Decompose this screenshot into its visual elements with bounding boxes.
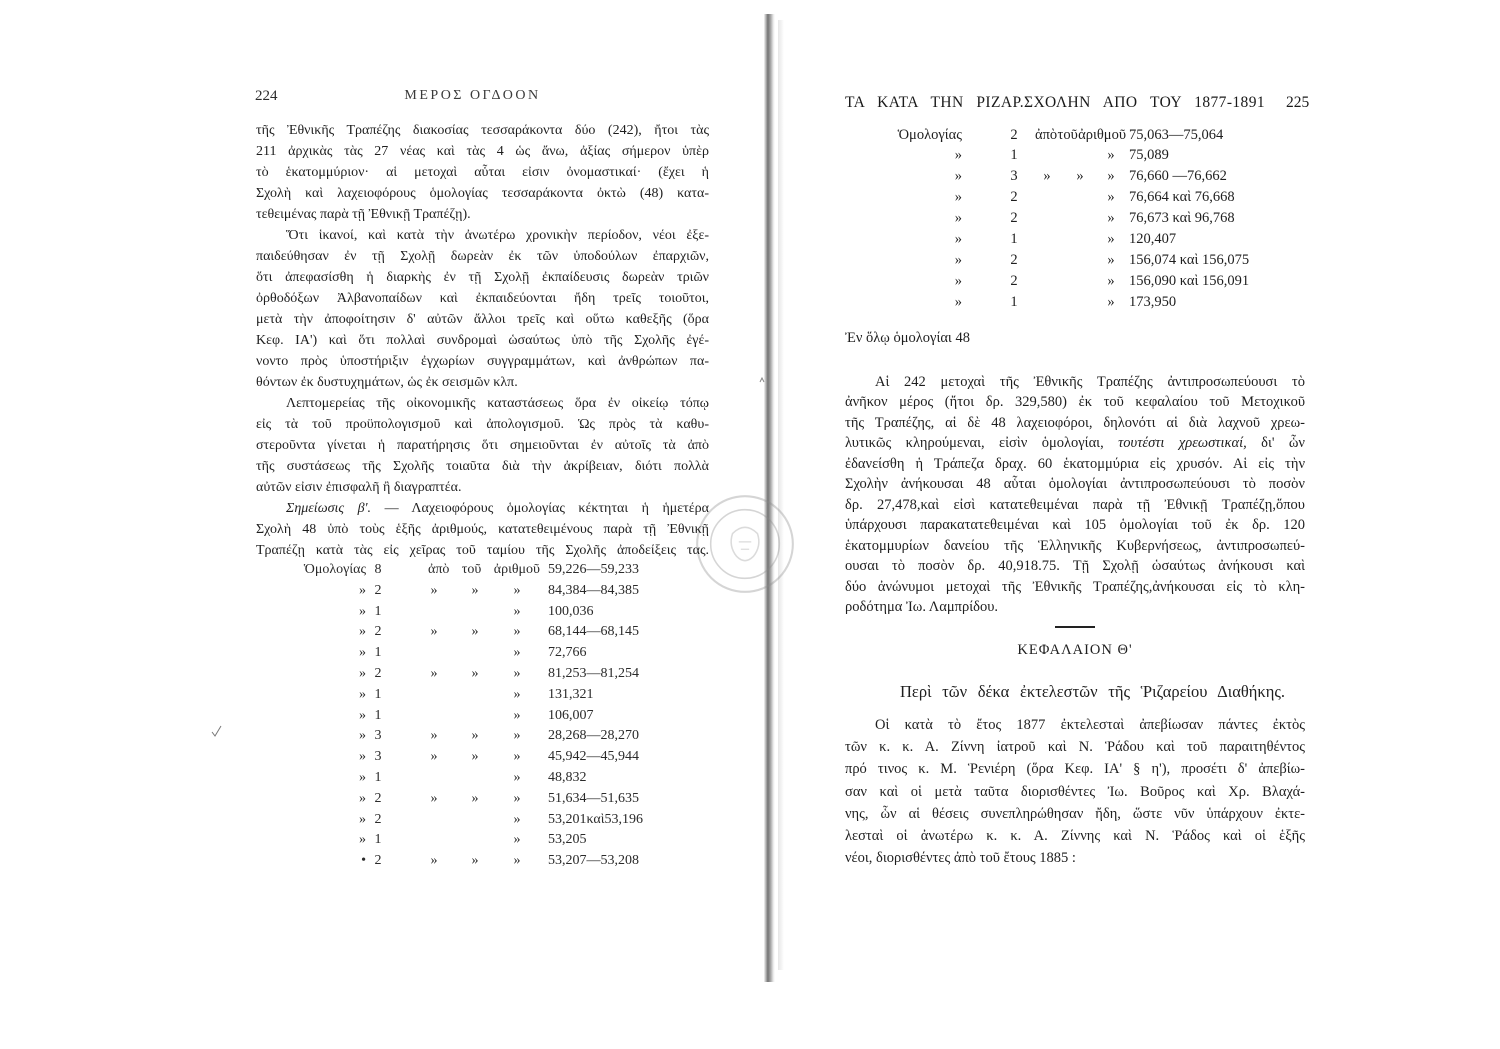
text-line xyxy=(845,433,1305,454)
table-row xyxy=(300,581,680,602)
text-line: θόντων ἐκ δυστυχημάτων, ὡς ἐκ σεισμῶν κλπ. xyxy=(256,375,518,390)
ditto-mark: » xyxy=(954,147,962,164)
ditto-mark: » xyxy=(430,665,438,681)
row-count: 1 xyxy=(374,686,382,702)
right-page-number: 225 xyxy=(1286,94,1310,111)
bond-numbers: 51,634—51,635 xyxy=(548,790,639,806)
left-bond-number-table xyxy=(300,560,680,872)
table-row xyxy=(300,622,680,643)
table-row xyxy=(300,643,680,664)
ditto-mark: » xyxy=(513,624,521,640)
bond-numbers: 156,090 καὶ 156,091 xyxy=(1129,272,1250,289)
row-count: 2 xyxy=(374,665,382,681)
text-line: τῆς Ἐθνικῆς Τραπέζης διακοσίας τεσσαράκοντα δύο (242), ἤτοι τὰς xyxy=(256,123,709,138)
ditto-mark: » xyxy=(430,749,438,765)
bond-numbers: 100,036 xyxy=(548,603,594,619)
ditto-mark: » xyxy=(954,293,962,310)
ditto-mark: » xyxy=(1107,168,1115,185)
bond-total: Ἐν ὅλῳ ὁμολογίαι 48 xyxy=(845,329,970,346)
table-row xyxy=(300,602,680,623)
text-line: Κεφ. ΙΑ') καὶ ὅτι πολλαὶ συνδρομαὶ ὡσαύτως ὑπὸ τῆς Σχολῆς ἐγέ- xyxy=(256,333,709,348)
ditto-mark: » xyxy=(359,686,366,702)
ditto-mark: » xyxy=(1107,272,1115,289)
text-line xyxy=(256,498,709,519)
ditto-mark: » xyxy=(513,665,521,681)
ditto-mark: » xyxy=(471,728,479,744)
text-line: δύο ἀνώνυμοι μετοχαὶ τῆς Ἐθνικῆς Τραπέζης,ἀνήκουσαι εἰς τὸ κλη- xyxy=(845,578,1305,595)
ditto-mark: » xyxy=(1107,251,1115,268)
ditto-mark: • xyxy=(361,853,366,869)
ditto-mark: » xyxy=(359,624,366,640)
bond-numbers: 76,673 καὶ 96,768 xyxy=(1129,210,1235,227)
text-line: ὅτι ἀπεφασίσθη ἡ διαρκὴς ἐν τῇ Σχολῇ ἐκπαίδευσις δωρεὰν τριῶν xyxy=(256,270,709,285)
row-count: 2 xyxy=(374,853,382,869)
emphasized-text: Σημείωσις β'. xyxy=(286,501,372,516)
bond-numbers: 28,268—28,270 xyxy=(548,728,639,744)
row-count: 1 xyxy=(1010,147,1018,164)
ditto-mark: » xyxy=(954,168,962,185)
scan-speck-icon xyxy=(752,370,772,390)
row-count: 2 xyxy=(1010,126,1018,143)
table-row xyxy=(300,664,680,685)
row-label: Ὁμολογίας xyxy=(897,126,962,143)
text-line: Σχολὴ 48 ὑπὸ τοὺς ἑξῆς ἀριθμούς, κατατεθειμένους παρὰ τῇ Ἐθνικῇ xyxy=(256,522,709,537)
left-page-number: 224 xyxy=(255,88,278,104)
ditto-mark: » xyxy=(359,665,366,681)
ditto-mark: » xyxy=(1107,210,1115,227)
ditto-mark: » xyxy=(430,728,438,744)
table-row xyxy=(880,166,1286,187)
row-count: 3 xyxy=(374,749,382,765)
text-line: τῆς Τραπέζης, αἱ δὲ 48 λαχειοφόροι, δηλονότι αἱ διὰ λαχνοῦ χρεω- xyxy=(845,414,1305,431)
ditto-mark: » xyxy=(359,603,366,619)
ditto-mark: » xyxy=(513,603,521,619)
text-line: σαν καὶ οἱ μετὰ ταῦτα διορισθέντες Ἰω. Βοῦρος καὶ Χρ. Βλαχά- xyxy=(845,783,1305,800)
bond-numbers: 53,207—53,208 xyxy=(548,853,639,869)
ditto-mark xyxy=(456,768,494,789)
text-line: ὀρθοδόξων Ἀλβανοπαίδων καὶ ἐκπαιδεύονται ἤδη τρεῖς τοιοῦτοι, xyxy=(256,291,709,306)
ditto-mark: » xyxy=(471,853,479,869)
text-line: Ὅτι ἱκανοί, καὶ κατὰ τὴν ἀνωτέρω χρονικὴν περίοδον, νέοι ἐξε- xyxy=(286,228,709,243)
bond-numbers: 156,074 καὶ 156,075 xyxy=(1129,251,1250,268)
text-line: αὐτῶν εἰσιν ἐπισφαλῆ ἢ διαγραπτέα. xyxy=(256,480,462,495)
bond-numbers: 48,832 xyxy=(548,769,587,785)
table-header-row xyxy=(880,125,1286,146)
row-count: 3 xyxy=(374,728,382,744)
ditto-mark: » xyxy=(359,707,366,723)
text-line: πρό τινος κ. Μ. Ῥενιέρη (ὅρα Κεφ. ΙΑ' § η'), προσέτι δ' ἀπεβίω- xyxy=(845,761,1305,778)
text-line: ροδότημα Ἰω. Λαμπρίδου. xyxy=(845,599,999,616)
ditto-mark: » xyxy=(471,624,479,640)
row-count: 2 xyxy=(374,582,382,598)
ditto-mark: » xyxy=(430,853,438,869)
ditto-mark: » xyxy=(359,769,366,785)
ditto-mark: » xyxy=(513,645,521,661)
ditto-mark: » xyxy=(471,790,479,806)
ditto-mark: » xyxy=(1076,168,1084,185)
ditto-mark: » xyxy=(471,582,479,598)
text-line: ἐδανείσθη ἡ Τράπεζα δραχ. 60 ἑκατομμύρια εἰς χρυσόν. Αἱ εἰς τὴν xyxy=(845,455,1305,472)
number-phrase: ἀπὸ τοῦ ἀριθμοῦ xyxy=(428,562,540,577)
text-line: 211 ἀρχικὰς τὰς 27 νέας καὶ τὰς 4 ὡς ἄνω, ἀξίας σήμερον ὑπὲρ xyxy=(256,144,709,159)
ditto-mark: » xyxy=(513,853,521,869)
ditto-mark: » xyxy=(430,582,438,598)
chapter-title: Περὶ τῶν δέκα ἐκτελεστῶν τῆς Ῥιζαρείου Διαθήκης. xyxy=(900,682,1285,701)
ditto-mark: » xyxy=(954,251,962,268)
ditto-mark xyxy=(1030,187,1064,208)
left-page-body-text xyxy=(256,120,709,561)
row-count: 2 xyxy=(1010,251,1018,268)
ditto-mark xyxy=(1030,208,1064,229)
bond-numbers: 53,201καὶ53,196 xyxy=(548,811,644,827)
row-count: 1 xyxy=(374,707,382,723)
ditto-mark: » xyxy=(954,189,962,206)
ditto-mark: » xyxy=(359,790,366,806)
table-row xyxy=(880,145,1286,166)
text-line: ουσαι τὸ ποσὸν δρ. 40,918.75. Τῇ Σχολῇ ὡσαύτως ἀνήκουσι καὶ xyxy=(845,558,1305,575)
ditto-mark xyxy=(412,810,456,831)
text-line: ὑπάρχουσι παρακατατεθειμέναι καὶ 105 ὁμολογίαι τοῦ ἐκ δρ. 120 xyxy=(845,517,1305,534)
emphasized-text: τουτέστι χρεωστικαί, xyxy=(1118,435,1247,452)
ditto-mark: » xyxy=(430,624,438,640)
text-line: Τραπέζῃ κατὰ τὰς εἰς χεῖρας τοῦ ταμίου τῆς Σχολῆς ἀποδείξεις τας. xyxy=(256,543,709,558)
row-count: 2 xyxy=(374,790,382,806)
number-phrase: ἀπὸ τοῦ ἀριθμοῦ xyxy=(1035,126,1126,143)
text-line: νέοι, διορισθέντες ἀπὸ τοῦ ἔτους 1885 : xyxy=(845,850,1076,867)
text-line: παιδεύθησαν ἐν τῇ Σχολῇ δωρεὰν ἐκ τῶν ὑποδούλων ἐπαρχιῶν, xyxy=(256,249,709,264)
right-paragraph-executors xyxy=(845,714,1305,869)
text-line: εἰς τὰ τοῦ προϋπολογισμοῦ καὶ ἀπολογισμοῦ. Ὡς πρὸς τὰ καθυ- xyxy=(256,417,709,432)
ditto-mark: » xyxy=(513,769,521,785)
ditto-mark xyxy=(456,706,494,727)
table-row xyxy=(300,768,680,789)
text-line: μετὰ τὴν ἀποφοίτησιν δ' αὐτῶν ἄλλοι τρεῖς καὶ οὕτω καθεξῆς (ὅρα xyxy=(256,312,709,327)
row-count: 2 xyxy=(1010,272,1018,289)
ditto-mark: » xyxy=(513,707,521,723)
text-line: νης, ὧν αἱ θέσεις συνεπληρώθησαν ἤδη, ὥστε νῦν ὑπάρχουν ἐκτε- xyxy=(845,805,1305,822)
row-count: 2 xyxy=(1010,210,1018,227)
table-row xyxy=(880,292,1286,313)
text-segment: λυτικῶς κληρούμεναι, εἰσὶν ὁμολογίαι, xyxy=(845,435,1119,452)
row-label: Ὁμολογίας xyxy=(303,562,366,577)
bond-numbers: 75,063—75,064 xyxy=(1129,126,1224,143)
bond-numbers: 173,950 xyxy=(1129,293,1177,310)
ditto-mark: » xyxy=(513,832,521,848)
ditto-mark xyxy=(1064,229,1096,250)
table-row xyxy=(880,271,1286,292)
table-row xyxy=(300,747,680,768)
ditto-mark: » xyxy=(359,832,366,848)
ditto-mark: » xyxy=(513,582,521,598)
row-count: 2 xyxy=(1010,189,1018,206)
ditto-mark: » xyxy=(954,210,962,227)
ditto-mark: » xyxy=(513,749,521,765)
row-count: 2 xyxy=(374,811,382,827)
ditto-mark xyxy=(1030,292,1064,313)
ditto-mark xyxy=(412,830,456,851)
ditto-mark: » xyxy=(471,749,479,765)
table-row xyxy=(880,208,1286,229)
ditto-mark: » xyxy=(1107,189,1115,206)
text-line: δρ. 27,478,καὶ εἰσὶ κατατεθειμέναι παρὰ τῇ Ἐθνικῇ Τραπέζῃ,ὅπου xyxy=(845,496,1305,513)
ditto-mark xyxy=(412,643,456,664)
text-line: ἀνῆκον μέρος (ἤτοι δρ. 329,580) ἐκ τοῦ κεφαλαίου τοῦ Μετοχικοῦ xyxy=(845,394,1305,411)
ditto-mark: » xyxy=(513,790,521,806)
ditto-mark: » xyxy=(1043,168,1051,185)
bond-numbers: 106,007 xyxy=(548,707,594,723)
ditto-mark: » xyxy=(954,230,962,247)
bond-numbers: 76,660 —76,662 xyxy=(1129,168,1227,185)
text-line: στεροῦντα γίνεται ἡ παρατήρησις ὅτι σημειοῦνται ἐν αὐτοῖς τὰ ἀπὸ xyxy=(256,438,709,453)
bond-numbers: 81,253—81,254 xyxy=(548,665,639,681)
table-row xyxy=(300,706,680,727)
table-row xyxy=(300,810,680,831)
scan-speck-icon xyxy=(206,722,226,742)
ditto-mark: » xyxy=(1107,293,1115,310)
table-row xyxy=(300,726,680,747)
ditto-mark xyxy=(456,810,494,831)
chapter-rule xyxy=(1055,626,1095,628)
table-header-row xyxy=(300,560,680,581)
text-segment: — Λαχειοφόρους ὁμολογίας κέκτηται ἡ ἡμετέρα xyxy=(371,501,709,516)
text-line: Λεπτομερείας τῆς οἰκονομικῆς καταστάσεως ὅρα ἐν οἰκείῳ τόπῳ xyxy=(286,396,709,411)
row-count: 8 xyxy=(374,562,382,577)
bond-numbers: 59,226—59,233 xyxy=(548,562,639,577)
bond-numbers: 76,664 καὶ 76,668 xyxy=(1129,189,1235,206)
ditto-mark xyxy=(1064,271,1096,292)
ditto-mark xyxy=(1030,145,1064,166)
ditto-mark: » xyxy=(430,790,438,806)
bond-numbers: 45,942—45,944 xyxy=(548,749,639,765)
text-line: Οἱ κατὰ τὸ ἔτος 1877 ἐκτελεσταὶ ἀπεβίωσαν πάντες ἐκτὸς xyxy=(875,717,1305,733)
ditto-mark: » xyxy=(471,665,479,681)
bond-numbers: 72,766 xyxy=(548,645,587,661)
table-row xyxy=(880,229,1286,250)
table-row xyxy=(880,250,1286,271)
ditto-mark xyxy=(412,706,456,727)
ditto-mark: » xyxy=(513,811,521,827)
right-running-head: ΤΑ ΚΑΤΑ ΤΗΝ ΡΙΖΑΡ.ΣΧΟΛΗΝ ΑΠΟ ΤΟΥ 1877-1891 xyxy=(845,94,1265,111)
row-count: 1 xyxy=(374,645,382,661)
table-row xyxy=(300,685,680,706)
ditto-mark xyxy=(1030,271,1064,292)
ditto-mark: » xyxy=(359,645,366,661)
ditto-mark: » xyxy=(513,686,521,702)
ditto-mark xyxy=(1064,145,1096,166)
ditto-mark xyxy=(412,602,456,623)
ditto-mark xyxy=(456,685,494,706)
ditto-mark xyxy=(412,685,456,706)
table-row xyxy=(300,851,680,872)
ditto-mark xyxy=(412,768,456,789)
text-line: ἑκατομμυρίων δανείου τῆς Ἑλληνικῆς Κυβερνήσεως, ἀντιπροσωπεύ- xyxy=(845,537,1305,554)
ditto-mark: » xyxy=(359,728,366,744)
left-running-head: ΜΕΡΟΣ ΟΓΔΟΟΝ xyxy=(404,88,541,103)
text-segment: δι' ὧν xyxy=(1246,435,1305,452)
ditto-mark: » xyxy=(1107,230,1115,247)
text-line: Αἱ 242 μετοχαὶ τῆς Ἐθνικῆς Τραπέζης ἀντιπροσωπεύουσι τὸ xyxy=(875,373,1305,390)
text-line: τῆς συστάσεως τῆς Σχολῆς τοιαῦτα διὰ τὴν ἀκρίβειαν, διότι πολλὰ xyxy=(256,459,709,474)
table-row xyxy=(300,830,680,851)
row-count: 1 xyxy=(374,769,382,785)
bond-numbers: 68,144—68,145 xyxy=(548,624,639,640)
text-line: νοντο πρὸς ὑποστήριξιν ἐγχωρίων συγγραμμάτων, καὶ ἀνθρώπων πα- xyxy=(256,354,709,369)
table-row xyxy=(880,187,1286,208)
table-row xyxy=(300,789,680,810)
ditto-mark xyxy=(1064,250,1096,271)
ditto-mark xyxy=(456,830,494,851)
bond-numbers: 75,089 xyxy=(1129,147,1169,164)
bond-numbers: 131,321 xyxy=(548,686,594,702)
text-line: Σχολὴν ἀνήκουσαι 48 αὗται ὁμολογίαι ἀντιπροσωπεύουσι τὸ ποσὸν xyxy=(845,476,1305,493)
ditto-mark xyxy=(1030,229,1064,250)
text-line: λεσταὶ οἱ ἀνωτέρω κ. κ. Α. Ζίννης καὶ Ν. Ῥάδος καὶ οἱ ἑξῆς xyxy=(845,827,1305,844)
ditto-mark: » xyxy=(359,811,366,827)
ditto-mark: » xyxy=(359,582,366,598)
right-bond-number-table xyxy=(880,125,1286,313)
row-count: 1 xyxy=(374,603,382,619)
ditto-mark xyxy=(1064,187,1096,208)
row-count: 1 xyxy=(1010,230,1018,247)
text-line: τεθειμένας παρὰ τῇ Ἐθνικῇ Τραπέζῃ). xyxy=(256,207,471,222)
ditto-mark: » xyxy=(954,272,962,289)
ditto-mark: » xyxy=(1107,147,1115,164)
ditto-mark: » xyxy=(513,728,521,744)
ditto-mark xyxy=(456,643,494,664)
text-line: τὸ ἑκατομμύριον· αἱ μετοχαὶ αὗται εἰσιν ὀνομαστικαί· (ἔχει ἡ xyxy=(256,165,709,180)
row-count: 3 xyxy=(1010,168,1018,185)
text-line: τῶν κ. κ. Α. Ζίννη ἰατροῦ καὶ Ν. Ῥάδου καὶ τοῦ παραιτηθέντος xyxy=(845,739,1305,756)
ditto-mark xyxy=(1064,208,1096,229)
ditto-mark: » xyxy=(359,749,366,765)
row-count: 2 xyxy=(374,624,382,640)
text-line: Σχολὴ καὶ λαχειοφόρους ὁμολογίας τεσσαράκοντα ὀκτὼ (48) κατα- xyxy=(256,186,709,201)
bond-numbers: 120,407 xyxy=(1129,230,1177,247)
ditto-mark xyxy=(1064,292,1096,313)
bond-numbers: 53,205 xyxy=(548,832,587,848)
ditto-mark xyxy=(456,602,494,623)
row-count: 1 xyxy=(1010,293,1018,310)
right-paragraph-shares xyxy=(845,372,1305,618)
ditto-mark xyxy=(1030,250,1064,271)
chapter-heading: ΚΕΦΑΛΑΙΟΝ Θ' xyxy=(1017,642,1133,658)
row-count: 1 xyxy=(374,832,382,848)
bond-numbers: 84,384—84,385 xyxy=(548,582,639,598)
